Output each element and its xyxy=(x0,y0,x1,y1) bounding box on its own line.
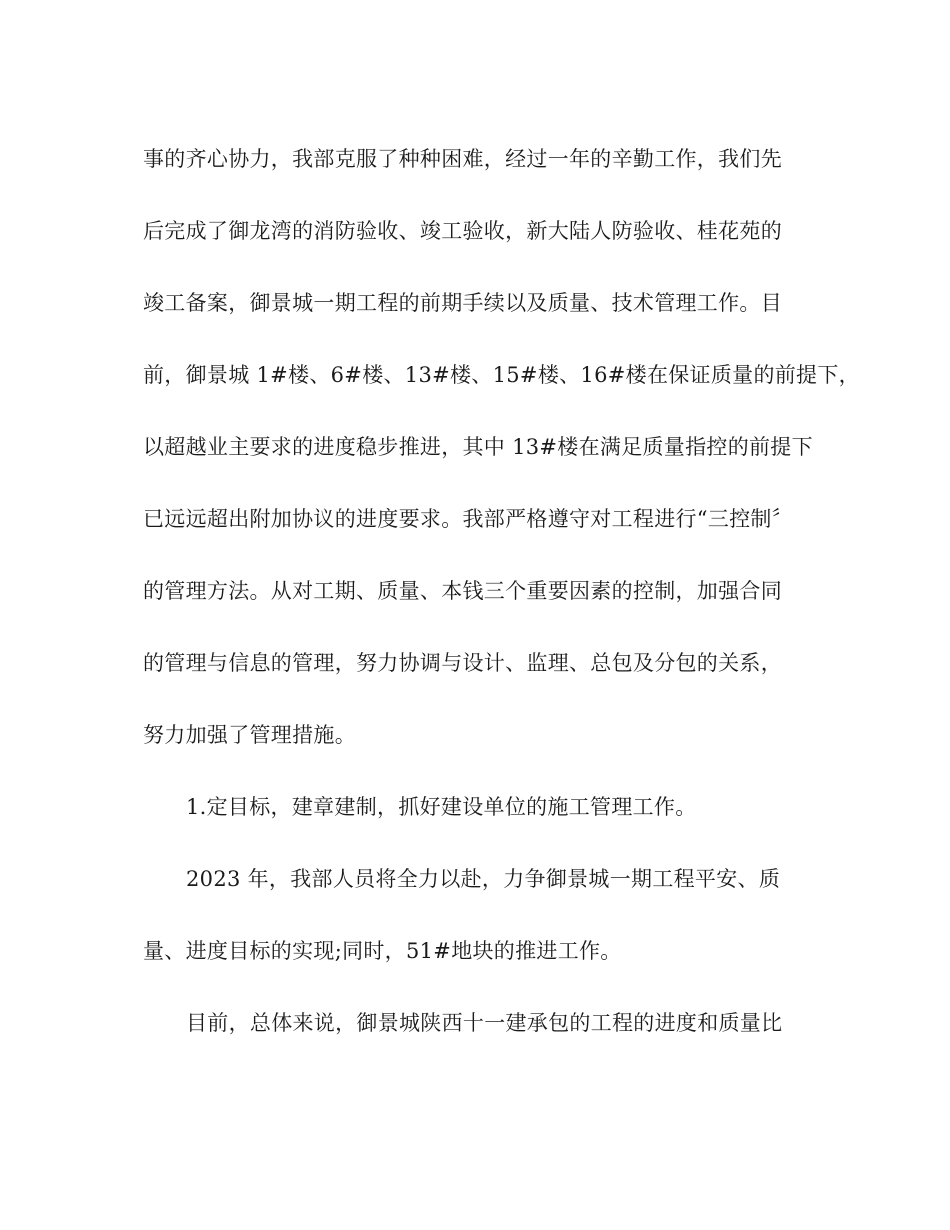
paragraph-line: 的管理方法。从对工期、质量、本钱三个重要因素的控制，加强合同 xyxy=(143,579,782,603)
paragraph-line: 竣工备案，御景城一期工程的前期手续以及质量、技术管理工作。目 xyxy=(143,291,782,315)
paragraph-line: 量、进度目标的实现;同时，51#地块的推进工作。 xyxy=(143,939,622,963)
paragraph-line: 的管理与信息的管理，努力协调与设计、监理、总包及分包的关系， xyxy=(143,651,782,675)
paragraph-line: 以超越业主要求的进度稳步推进，其中 13#楼在满足质量指控的前提下 xyxy=(143,435,813,459)
section-heading: 1.定目标，建章建制，抓好建设单位的施工管理工作。 xyxy=(186,795,697,819)
paragraph-line: 已远远超出附加协议的进度要求。我部严格遵守对工程进行“三控制〞 xyxy=(143,507,794,531)
paragraph-line: 努力加强了管理措施。 xyxy=(143,723,356,747)
paragraph-line: 前，御景城 1#楼、6#楼、13#楼、15#楼、16#楼在保证质量的前提下， xyxy=(143,363,860,387)
paragraph-line: 目前，总体来说，御景城陕西十一建承包的工程的进度和质量比 xyxy=(186,1011,783,1035)
paragraph-line: 2023 年，我部人员将全力以赴，力争御景城一期工程平安、质 xyxy=(186,867,781,891)
paragraph-line: 后完成了御龙湾的消防验收、竣工验收，新大陆人防验收、桂花苑的 xyxy=(143,219,782,243)
paragraph-line: 事的齐心协力，我部克服了种种困难，经过一年的辛勤工作，我们先 xyxy=(143,147,782,171)
